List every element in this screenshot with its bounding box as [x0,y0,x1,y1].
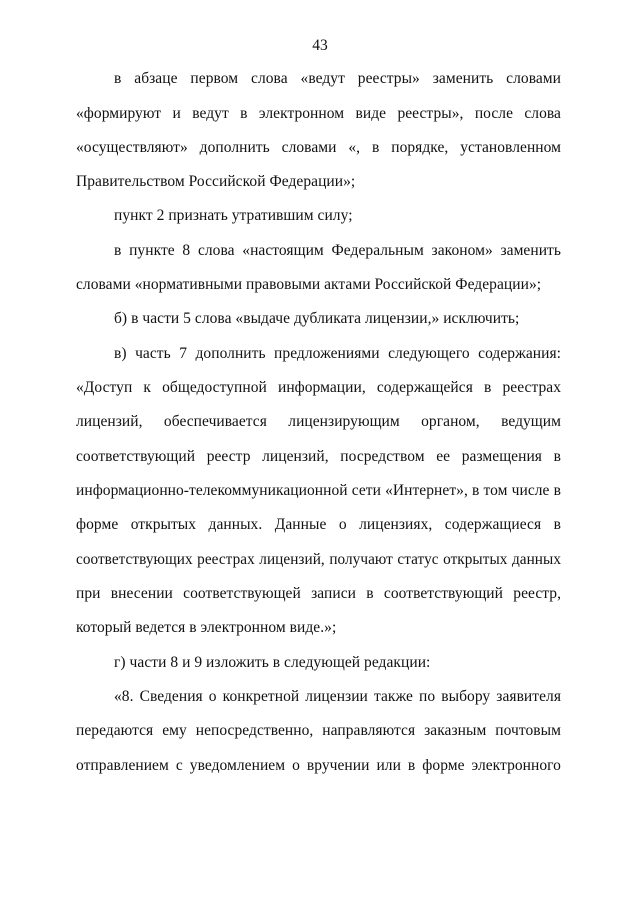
text-line: «8. Сведения о конкретной лицензии также по выбору заявителя [114,688,561,705]
text-line: соответствующих реестрах лицензий, получают статус открытых данных [76,551,561,568]
text-line: пункт 2 признать утратившим силу; [114,207,353,224]
text-line: б) в части 5 слова «выдаче дубликата лицензии,» исключить; [114,310,520,327]
text-line: г) части 8 и 9 изложить в следующей редакции: [114,654,431,671]
text-line: словами «нормативными правовыми актами Российской Федерации»; [76,276,542,293]
text-line: в) часть 7 дополнить предложениями следующего содержания: [114,345,561,362]
page-number: 43 [312,37,328,54]
text-line: Правительством Российской Федерации»; [76,173,356,190]
text-line: передаются ему непосредственно, направляются заказным почтовым [76,722,561,739]
text-line: «осуществляют» дополнить словами «, в порядке, установленном [76,139,561,156]
text-line: соответствующий реестр лицензий, посредством ее размещения в [76,448,561,465]
text-line: который ведется в электронном виде.»; [76,619,337,636]
text-line: «Доступ к общедоступной информации, содержащейся в реестрах [76,379,561,396]
text-line: форме открытых данных. Данные о лицензиях, содержащиеся в [76,516,561,533]
text-line: лицензий, обеспечивается лицензирующим органом, ведущим [76,413,561,430]
text-line: в пункте 8 слова «настоящим Федеральным законом» заменить [114,242,561,259]
text-line: отправлением с уведомлением о вручении или в форме электронного [76,757,561,774]
text-line: информационно-телекоммуникационной сети «Интернет», в том числе в [76,482,561,499]
text-line: при внесении соответствующей записи в соответствующий реестр, [76,585,561,602]
text-line: в абзаце первом слова «ведут реестры» заменить словами [114,70,561,87]
text-line: «формируют и ведут в электронном виде реестры», после слова [76,105,561,122]
